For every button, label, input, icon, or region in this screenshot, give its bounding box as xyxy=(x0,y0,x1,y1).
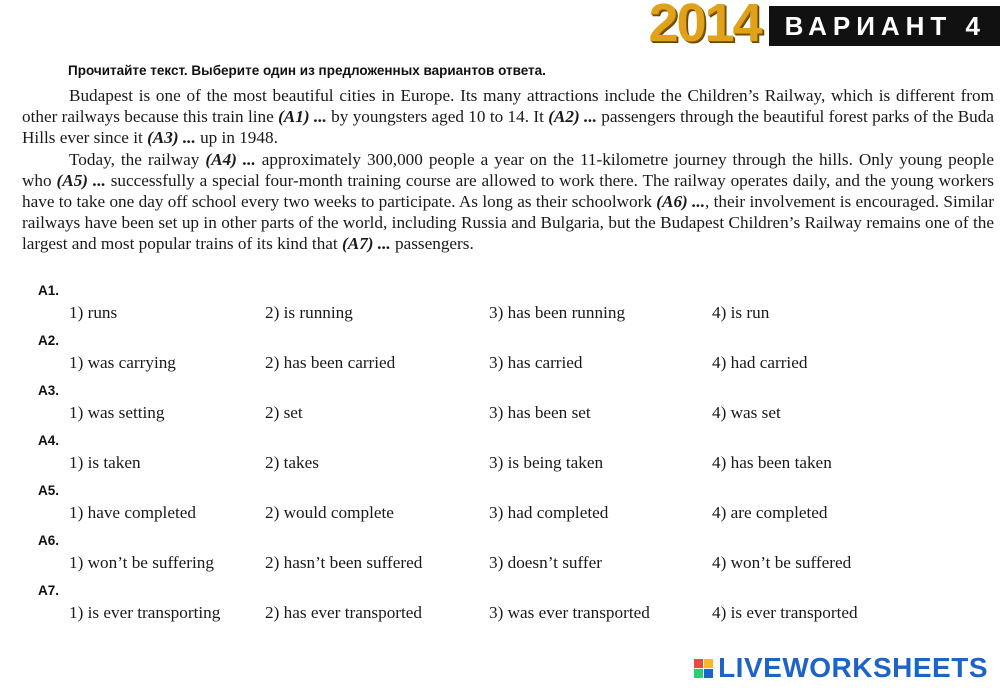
questions-list xyxy=(0,283,1000,633)
question-a5 xyxy=(0,483,1000,533)
question-label: A7. xyxy=(38,583,60,598)
answer-option[interactable]: 1) was setting xyxy=(69,403,165,422)
answer-option[interactable]: 3) was ever transported xyxy=(489,603,650,622)
question-a4 xyxy=(0,433,1000,483)
answer-option[interactable]: 3) is being taken xyxy=(489,453,604,472)
gap-a7: (A7) ... xyxy=(342,234,391,254)
gap-a5: (A5) ... xyxy=(56,170,106,190)
variant-badge: ВАРИАНТ 4 xyxy=(769,6,1000,46)
gap-a4: (A4) ... xyxy=(205,149,256,169)
task-instruction: Прочитайте текст. Выберите один из предложенных вариантов ответа. xyxy=(68,63,546,78)
question-label: A4. xyxy=(38,433,60,448)
question-label: A6. xyxy=(38,533,60,548)
gap-a1: (A1) ... xyxy=(278,107,327,127)
answer-option[interactable]: 2) takes xyxy=(265,453,319,472)
paragraph-2: Today, the railway (A4) ... approximately 300,000 people a year on the 11-kilometre journey through the hills. Only young people who (A5) ... successfully a special four-month training course are allowed to work there. The railway operates daily, and the young workers have to take one day off school every two weeks to participate. As long as their schoolwork (A6) ..., their involvement is encouraged. Similar railways have been set up in other parts of the world, including Russia and Bulgaria, but the Budapest Children’s Railway remains one of the largest and most popular trains of its kind that (A7) ... passengers. xyxy=(22,149,994,254)
answer-option[interactable]: 1) is ever transporting xyxy=(69,603,221,622)
question-label: A3. xyxy=(38,383,60,398)
paragraph-1: Budapest is one of the most beautiful cities in Europe. Its many attractions include the Children’s Railway, which is different from other railways because this train line (A1) ... by youngsters aged 10 to 14. It (A2) ... passengers through the beautiful forest parks of the Buda Hills ever since it (A3) ... up in 1948. xyxy=(22,86,994,148)
gap-a2: (A2) ... xyxy=(548,107,597,127)
liveworksheets-icon xyxy=(694,659,713,678)
gap-a6: (A6) ... xyxy=(656,192,706,212)
liveworksheets-logo[interactable] xyxy=(694,652,988,684)
answer-option[interactable]: 3) has carried xyxy=(489,353,583,372)
answer-option[interactable]: 1) won’t be suffering xyxy=(69,553,214,572)
answer-option[interactable]: 4) has been taken xyxy=(712,453,832,472)
answer-option[interactable]: 2) has been carried xyxy=(265,353,396,372)
gap-a3: (A3) ... xyxy=(147,128,196,148)
answer-option[interactable]: 3) has been set xyxy=(489,403,591,422)
logo-text: LIVEWORKSHEETS xyxy=(718,652,988,683)
question-a7 xyxy=(0,583,1000,633)
answer-option[interactable]: 2) would complete xyxy=(265,503,394,522)
answer-option[interactable]: 1) have completed xyxy=(69,503,196,522)
answer-option[interactable]: 4) is run xyxy=(712,303,770,322)
answer-option[interactable]: 2) set xyxy=(265,403,303,422)
question-label: A1. xyxy=(38,283,60,298)
answer-option[interactable]: 3) had completed xyxy=(489,503,609,522)
answer-option[interactable]: 3) has been running xyxy=(489,303,626,322)
answer-option[interactable]: 4) was set xyxy=(712,403,781,422)
answer-option[interactable]: 2) hasn’t been suffered xyxy=(265,553,423,572)
answer-option[interactable]: 2) is running xyxy=(265,303,353,322)
answer-option[interactable]: 4) had carried xyxy=(712,353,808,372)
answer-option[interactable]: 1) is taken xyxy=(69,453,141,472)
reading-passage xyxy=(22,85,994,255)
answer-option[interactable]: 1) was carrying xyxy=(69,353,176,372)
year-title: 2014 xyxy=(648,0,761,53)
answer-option[interactable]: 3) doesn’t suffer xyxy=(489,553,602,572)
answer-option[interactable]: 4) won’t be suffered xyxy=(712,553,852,572)
answer-option[interactable]: 4) is ever transported xyxy=(712,603,858,622)
answer-option[interactable]: 2) has ever transported xyxy=(265,603,423,622)
question-a1 xyxy=(0,283,1000,333)
question-a6 xyxy=(0,533,1000,583)
question-label: A2. xyxy=(38,333,60,348)
question-a2 xyxy=(0,333,1000,383)
question-a3 xyxy=(0,383,1000,433)
answer-option[interactable]: 4) are completed xyxy=(712,503,828,522)
answer-option[interactable]: 1) runs xyxy=(69,303,118,322)
question-label: A5. xyxy=(38,483,60,498)
page-header xyxy=(648,0,1000,53)
